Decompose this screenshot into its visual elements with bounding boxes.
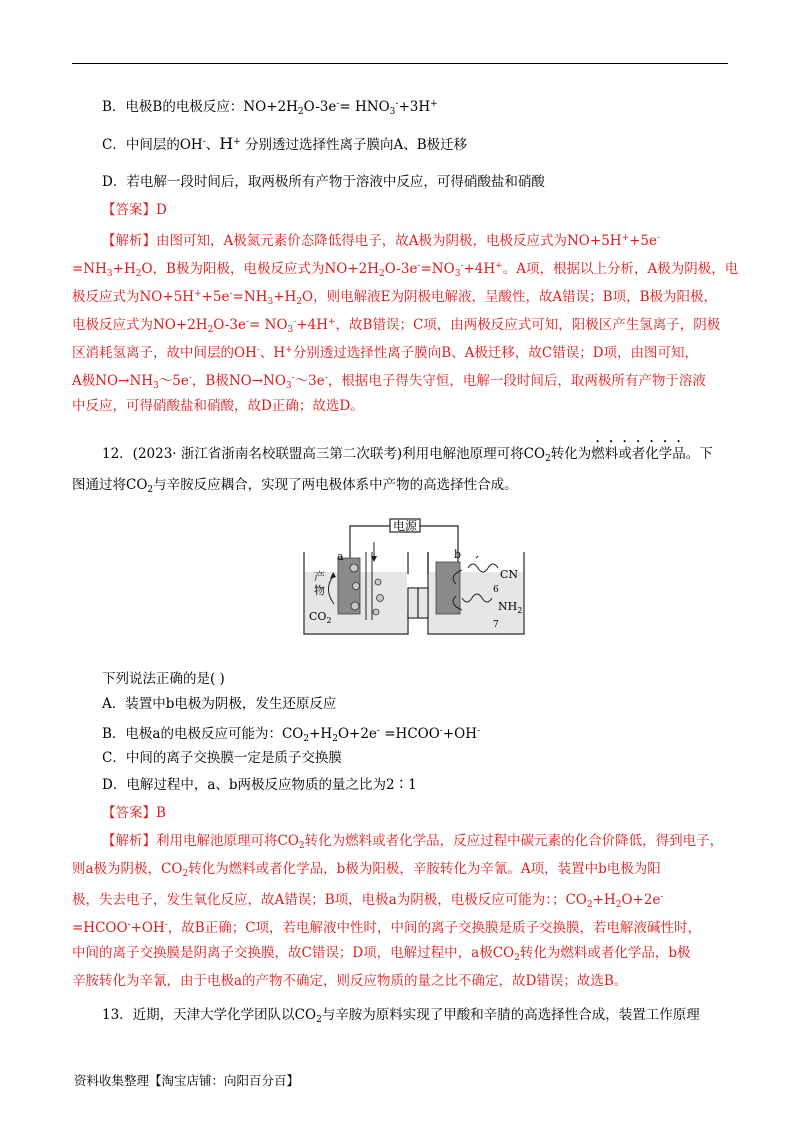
option-c-prev: C．中间层的OH-、H+ 分别透过选择性离子膜向A、B极迁移 [102, 134, 468, 153]
amine-label: $NH_2$ [498, 600, 523, 615]
explanation-2-line-2: 则a极为阴极，$CO_2$转化为燃料或者化学品，b极为阳极，辛胺转化为辛氰。A项，装置中b电极为阳 [72, 861, 661, 879]
header-rule [72, 63, 728, 64]
question-12-stem: 下列说法正确的是( ) [102, 671, 225, 687]
option-b-prev: B．电极B的电极反应：$NO+2H_2O-3e^-= HNO_3^-+3H^+$ [102, 99, 438, 117]
explanation-1-line-1: 【解析】由图可知，A极氮元素价态降低得电子，故A极为阴极，电极反应式为NO+5H++5e- [102, 233, 661, 249]
explanation-1-line-2: $=NH_3+H_2O$，B极为阳极，电极反应式为$NO+2H_2O-3e^-=NO_3^-+4H^+$。A项，根据以上分析，A极为阴极，电 [72, 261, 739, 279]
product-label-2: 物 [314, 584, 325, 597]
explanation-1-line-4: 电极反应式为$NO+2H_2O-3e^-= NO_3^-+4H^+$，故B错误；C项，由两极反应式可知，阳极区产生氢离子，阴极 [72, 317, 721, 335]
product-label-1: 产 [314, 570, 325, 583]
question-12-option-a: A．装置中b电极为阴极，发生还原反应 [102, 696, 337, 712]
explanation-1-line-5: 区消耗氢离子，故中间层的OH-、H+分别透过选择性离子膜向B、A极迁移，故C错误；D项，由图可知， [72, 345, 699, 361]
answer-2: 【答案】B [102, 805, 166, 821]
answer-1: 【答案】D [102, 202, 167, 218]
explanation-2-line-5: 中间的离子交换膜是阴离子交换膜，故C错误；D项，电解过程中，a极$CO_2$转化为燃料或者化学品，b极 [72, 945, 691, 963]
question-12-option-d: D．电解过程中，a、b两极反应物质的量之比为2∶1 [102, 777, 417, 793]
explanation-2-line-1: 【解析】利用电解池原理可将$CO_2$转化为燃料或者化学品，反应过程中碳元素的化合价降低，得到电子， [102, 833, 724, 851]
question-12-option-c: C．中间的离子交换膜一定是质子交换膜 [102, 750, 342, 766]
explanation-2-line-3: 极，失去电子，发生氧化反应，故A错误；B项，电极a为阴极，电极反应可能为：；$CO_2+H_2O+2e^-$ [72, 892, 664, 910]
explanation-1-line-7: 中反应，可得硝酸盐和硝酸，故D正确；故选D。 [72, 398, 364, 414]
question-12-line-2: 图通过将$CO_2$与辛胺反应耦合，实现了两电极体系中产物的高选择性合成。 [72, 477, 518, 495]
explanation-2-line-6: 辛胺转化为辛氰，由于电极a的产物不确定，则反应物质的量之比不确定，故D错误；故选B。 [72, 973, 628, 989]
power-label: 电源 [393, 519, 418, 533]
question-12-option-b: B．电极a的电极反应可能为：$CO_2+H_2O+2e^-$ =HCOO-+OH- [102, 726, 481, 744]
wire-left [350, 526, 390, 558]
electrolysis-diagram [300, 500, 530, 642]
chain-count-6: 6 [493, 585, 499, 595]
electrode-b-label: b [454, 548, 462, 561]
explanation-2-line-4: =HCOO-+OH-，故B正确；C项，若电解液中性时，中间的离子交换膜是质子交换膜，若电解液碱性时， [72, 920, 702, 936]
co2-label: $CO_2$ [309, 610, 332, 625]
question-13-line-1: 13．近期，天津大学化学团队以$CO_2$与辛胺为原料实现了甲酸和辛腈的高选择性合成，装置工作原理 [102, 1007, 700, 1025]
explanation-1-line-3: 极反应式为$NO+5H^++5e^-=NH_3+H_2O$，则电解液E为阴极电解液，呈酸性，故A错误；B项，B极为阳极， [72, 289, 718, 307]
chain-count-7: 7 [493, 620, 499, 630]
electrode-a-label: a [337, 550, 344, 563]
electrode-b [436, 562, 460, 614]
nitrile-label: CN [500, 568, 519, 581]
question-12-line-1: 12．(2023· 浙江省浙南名校联盟高三第二次联考)利用电解池原理可将$CO_2$转化为燃料或者化学品。下 [102, 446, 713, 464]
option-d-prev: D．若电解一段时间后，取两极所有产物于溶液中反应，可得硝酸盐和硝酸 [102, 174, 545, 190]
explanation-1-line-6: A极$NO\to NH_3\sim 5e^-$，B极$NO\to NO_3^-\sim 3e^-$，根据电子得失守恒，电解一段时间后，取两极所有产物于溶液 [72, 373, 706, 391]
wire-right [420, 526, 458, 562]
footer-source: 资料收集整理【淘宝店铺：向阳百分百】 [74, 1073, 300, 1088]
